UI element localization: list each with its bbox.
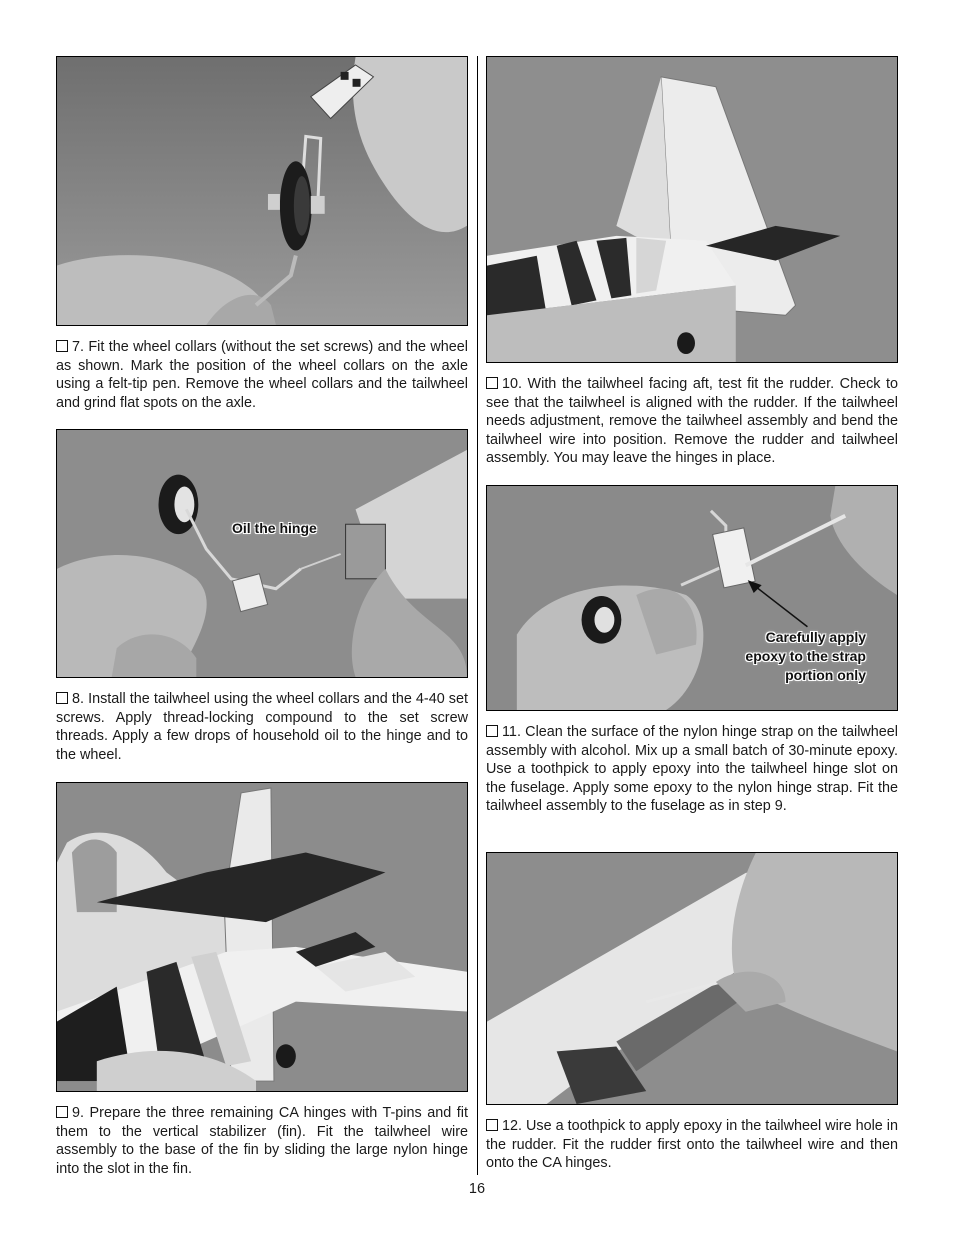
step-11-body: 11. Clean the surface of the nylon hinge strap on the tailwheel assembly with alcohol. Mix up a small batch of 30-minute epoxy. Use a toothpick to apply epoxy into the tailwheel hinge slot on the fuselage. Apply some epoxy to the nylon hinge strap. Fit the tailwheel assembly to the fuselage as in step 9.: [486, 724, 898, 815]
photo-step-8: [56, 429, 468, 678]
step-8-body: 8. Install the tailwheel using the wheel collars and the 4-40 set screws. Apply thread-locking compound to the set screw threads. Apply a few drops of household oil to the hinge and to the wheel.: [56, 691, 468, 763]
checkbox-icon[interactable]: [56, 1106, 68, 1118]
photo-step-10: [486, 56, 898, 363]
callout-epoxy-line-2: epoxy to the strap: [745, 648, 866, 664]
step-7-text: [56, 338, 468, 412]
checkbox-icon[interactable]: [56, 340, 68, 352]
callout-epoxy: [700, 628, 866, 685]
callout-oil-hinge: Oil the hinge: [232, 520, 317, 536]
photo-step-12: [486, 852, 898, 1105]
step-7-body: 7. Fit the wheel collars (without the set screws) and the wheel as shown. Mark the position of the wheel collars on the axle using a felt-tip pen. Remove the wheel collars and the tailwheel and grind flat spots on the axle.: [56, 339, 468, 411]
step-12-body: 12. Use a toothpick to apply epoxy in the tailwheel wire hole in the rudder. Fit the rudder first onto the tailwheel wire and then onto the CA hinges.: [486, 1118, 898, 1172]
checkbox-icon[interactable]: [486, 1119, 498, 1131]
photo-step-7: [56, 56, 468, 326]
step-8-text: [56, 690, 468, 764]
step-12-text: [486, 1117, 898, 1173]
step-10-body: 10. With the tailwheel facing aft, test fit the rudder. Check to see that the tailwheel is aligned with the rudder. If the tailwheel needs adjustment, remove the tailwheel assembly and bend the tailwheel wire into position. Remove the rudder and tailwheel assembly. You may leave the hinges in place.: [486, 376, 898, 467]
photo-step-9: [56, 782, 468, 1092]
checkbox-icon[interactable]: [486, 725, 498, 737]
step-11-text: [486, 723, 898, 816]
step-9-text: [56, 1104, 468, 1178]
page-number: 16: [468, 1181, 486, 1197]
step-9-body: 9. Prepare the three remaining CA hinges with T-pins and fit them to the vertical stabilizer (fin). Fit the tailwheel wire assembly to the base of the fin by sliding the large nylon hinge into the slot in the fin.: [56, 1105, 468, 1177]
checkbox-icon[interactable]: [56, 692, 68, 704]
callout-epoxy-line-1: Carefully apply: [765, 629, 866, 645]
step-10-text: [486, 375, 898, 468]
callout-epoxy-line-3: portion only: [785, 667, 866, 683]
checkbox-icon[interactable]: [486, 377, 498, 389]
column-divider: [477, 56, 478, 1175]
